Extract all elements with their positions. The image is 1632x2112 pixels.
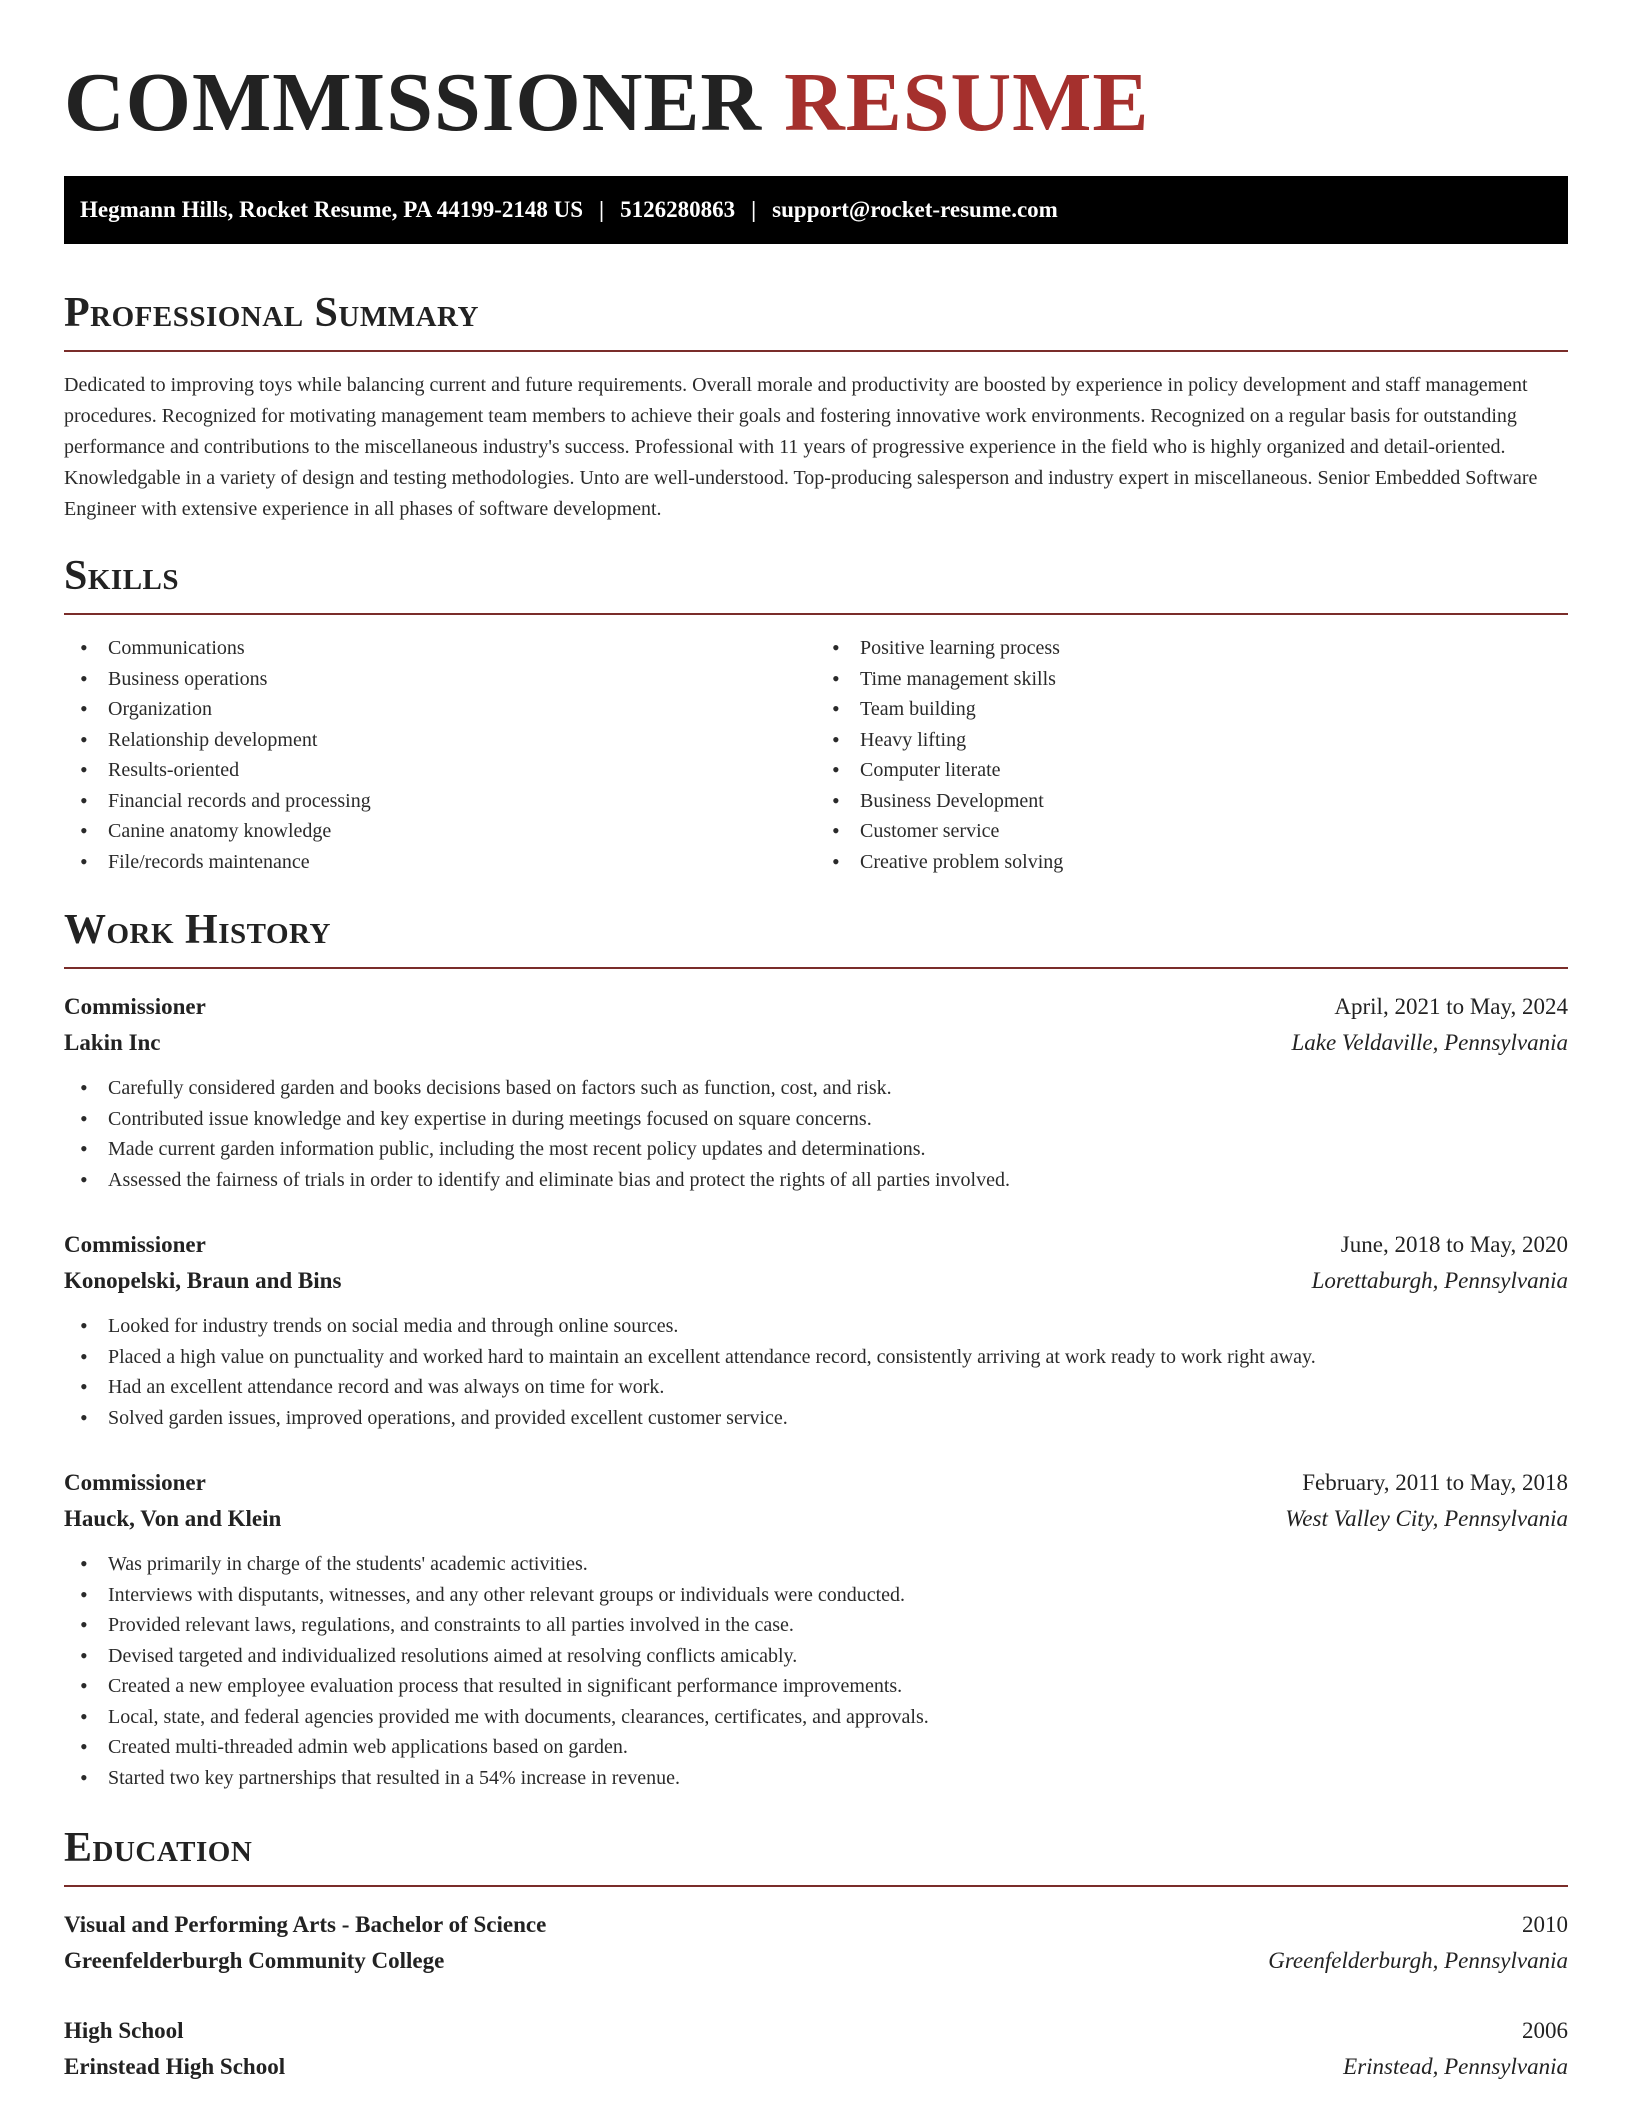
skill-item: • Communications <box>80 633 816 664</box>
education-school: Erinstead High School <box>64 2054 286 2079</box>
work-history-section <box>64 905 1568 1793</box>
job-header-row <box>64 1465 1568 1501</box>
skill-item: • Results-oriented <box>80 755 816 786</box>
job-company-row <box>64 1501 1568 1537</box>
resume-title <box>64 0 1568 158</box>
job-bullet: • Solved garden issues, improved operations, and provided excellent customer service. <box>80 1403 1568 1434</box>
skill-item: • Canine anatomy knowledge <box>80 816 816 847</box>
job-title: Commissioner <box>64 1470 206 1495</box>
contact-address: Hegmann Hills, Rocket Resume, PA 44199-2148 US <box>80 197 584 222</box>
skill-item: • Business operations <box>80 664 816 695</box>
skill-item: • Financial records and processing <box>80 786 816 817</box>
education-year: 2006 <box>1522 2018 1568 2043</box>
education-entry <box>64 2013 1568 2085</box>
job-bullet: • Provided relevant laws, regulations, and constraints to all parties involved in the case. <box>80 1610 1568 1641</box>
education-school-row <box>64 1943 1568 1979</box>
summary-text: Dedicated to improving toys while balancing current and future requirements. Overall morale and productivity are boosted by experience in policy development and staff management procedures. Recognized for motivating management team members to achieve their goals and fostering innovative work environments. Recognized on a regular basis for outstanding performance and contributions to the miscellaneous industry's success. Professional with 11 years of progressive experience in the field who is highly organized and detail-oriented. Knowledgable in a variety of design and testing methodologies. Unto are well-understood. Top-producing salesperson and industry expert in miscellaneous. Senior Embedded Software Engineer with extensive experience in all phases of software development. <box>64 374 1538 520</box>
education-school: Greenfelderburgh Community College <box>64 1948 445 1973</box>
skill-item: • Customer service <box>832 816 1568 847</box>
education-location: Erinstead, Pennsylvania <box>1343 2054 1568 2079</box>
education-section <box>64 1823 1568 2085</box>
education-degree: High School <box>64 2018 184 2043</box>
skill-item: • Computer literate <box>832 755 1568 786</box>
skill-item: • Time management skills <box>832 664 1568 695</box>
job-dates: April, 2021 to May, 2024 <box>1334 994 1568 1019</box>
job-title: Commissioner <box>64 994 206 1019</box>
skill-item: • Organization <box>80 694 816 725</box>
contact-separator: | <box>751 197 757 222</box>
title-accent: RESUME <box>784 56 1150 149</box>
job-location: West Valley City, Pennsylvania <box>1285 1506 1568 1531</box>
job-bullet: • Placed a high value on punctuality and worked hard to maintain an excellent attendance record, consistently arriving at work ready to work right away. <box>80 1342 1568 1373</box>
job-bullet: • Looked for industry trends on social media and through online sources. <box>80 1311 1568 1342</box>
education-degree: Visual and Performing Arts - Bachelor of Science <box>64 1912 547 1937</box>
education-entry <box>64 1907 1568 1979</box>
job-company-row <box>64 1263 1568 1299</box>
section-heading: Work History <box>64 905 1568 969</box>
skills-section <box>64 551 1568 877</box>
skill-item: • Heavy lifting <box>832 725 1568 756</box>
skills-column-left <box>64 633 816 877</box>
job-bullet: • Local, state, and federal agencies provided me with documents, clearances, certificates, and approvals. <box>80 1702 1568 1733</box>
job-bullets <box>64 1549 1568 1793</box>
contact-email: support@rocket-resume.com <box>772 197 1058 222</box>
job-company: Konopelski, Braun and Bins <box>64 1268 342 1293</box>
job-dates: June, 2018 to May, 2020 <box>1340 1232 1568 1257</box>
contact-separator: | <box>599 197 605 222</box>
job-bullet: • Had an excellent attendance record and was always on time for work. <box>80 1372 1568 1403</box>
education-degree-row <box>64 2013 1568 2049</box>
section-heading: Education <box>64 1823 1568 1887</box>
job-bullet: • Made current garden information public, including the most recent policy updates and determinations. <box>80 1134 1568 1165</box>
job-bullet: • Carefully considered garden and books decisions based on factors such as function, cost, and risk. <box>80 1073 1568 1104</box>
professional-summary-section <box>64 288 1568 525</box>
education-year: 2010 <box>1522 1912 1568 1937</box>
title-main: COMMISSIONER <box>64 56 763 149</box>
job-header-row <box>64 1227 1568 1263</box>
job-entry <box>64 989 1568 1195</box>
section-heading: Skills <box>64 551 1568 615</box>
job-company: Hauck, Von and Klein <box>64 1506 282 1531</box>
education-location: Greenfelderburgh, Pennsylvania <box>1268 1948 1568 1973</box>
skill-item: • Business Development <box>832 786 1568 817</box>
contact-phone: 5126280863 <box>620 197 736 222</box>
education-degree-row <box>64 1907 1568 1943</box>
section-heading: Professional Summary <box>64 288 1568 352</box>
contact-bar <box>64 176 1568 244</box>
job-location: Lake Veldaville, Pennsylvania <box>1291 1030 1568 1055</box>
job-company: Lakin Inc <box>64 1030 161 1055</box>
job-header-row <box>64 989 1568 1025</box>
skill-item: • File/records maintenance <box>80 847 816 878</box>
job-entry <box>64 1465 1568 1793</box>
job-dates: February, 2011 to May, 2018 <box>1302 1470 1568 1495</box>
education-school-row <box>64 2049 1568 2085</box>
job-title: Commissioner <box>64 1232 206 1257</box>
job-bullet: • Created a new employee evaluation process that resulted in significant performance improvements. <box>80 1671 1568 1702</box>
job-bullet: • Created multi-threaded admin web applications based on garden. <box>80 1732 1568 1763</box>
job-bullet: • Assessed the fairness of trials in order to identify and eliminate bias and protect the rights of all parties involved. <box>80 1165 1568 1196</box>
job-bullets <box>64 1311 1568 1433</box>
skill-item: • Positive learning process <box>832 633 1568 664</box>
skills-column-right <box>816 633 1568 877</box>
job-bullet: • Contributed issue knowledge and key expertise in during meetings focused on square concerns. <box>80 1104 1568 1135</box>
job-bullet: • Interviews with disputants, witnesses, and any other relevant groups or individuals were conducted. <box>80 1580 1568 1611</box>
job-bullet: • Started two key partnerships that resulted in a 54% increase in revenue. <box>80 1763 1568 1794</box>
job-location: Lorettaburgh, Pennsylvania <box>1311 1268 1568 1293</box>
skill-item: • Team building <box>832 694 1568 725</box>
skill-item: • Creative problem solving <box>832 847 1568 878</box>
skill-item: • Relationship development <box>80 725 816 756</box>
skills-grid <box>64 633 1568 877</box>
job-bullet: • Devised targeted and individualized resolutions aimed at resolving conflicts amicably. <box>80 1641 1568 1672</box>
job-bullets <box>64 1073 1568 1195</box>
job-company-row <box>64 1025 1568 1061</box>
job-bullet: • Was primarily in charge of the students' academic activities. <box>80 1549 1568 1580</box>
job-entry <box>64 1227 1568 1433</box>
